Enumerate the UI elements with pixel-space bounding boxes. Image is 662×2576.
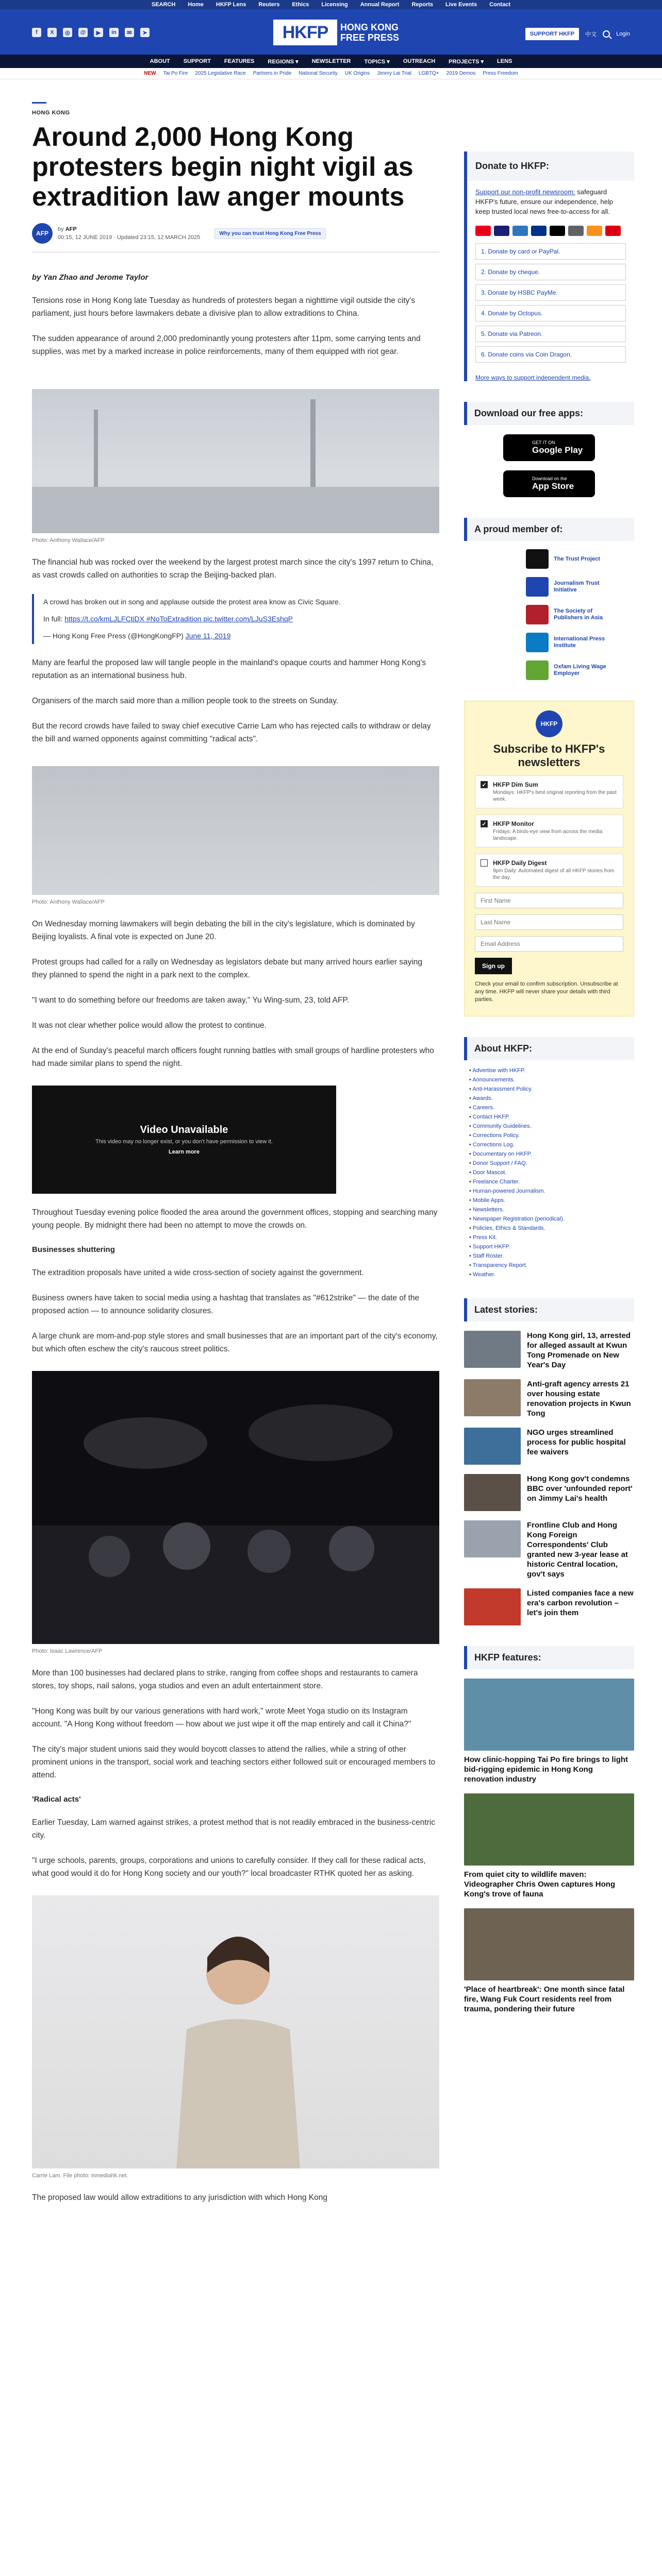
about-link[interactable]: • Weather.: [469, 1272, 634, 1278]
nav-support[interactable]: SUPPORT: [183, 58, 211, 64]
embedded-tweet: [32, 594, 439, 644]
about-link[interactable]: • Press Kit.: [469, 1234, 634, 1241]
photo-caption: Carrie Lam. File photo: inmediahk.net.: [32, 2173, 128, 2179]
paragraph: "I urge schools, parents, groups, corporations and unions to carefully consider. If they call for these radical acts, what good would it do for Hong Kong society and our youth?" local broadcaster RTHK quoted her as asking.: [32, 1856, 426, 1878]
about-link[interactable]: • Support HKFP.: [469, 1244, 634, 1250]
about-link[interactable]: • Policies, Ethics & Standards.: [469, 1225, 634, 1231]
sopa-icon: [526, 605, 549, 624]
tweet-link[interactable]: https://t.co/kmLJLFCtiDX #NoToExtradition pic.twitter.com/LJuS3EshqP: [64, 615, 293, 623]
paragraph: But the record crowds have failed to sway chief executive Carrie Lam who has rejected calls to withdraw or delay the bill and warned opponents against committing "radical acts".: [32, 722, 431, 743]
donate-box: [464, 151, 634, 381]
nav-newsletter[interactable]: NEWSLETTER: [311, 58, 351, 64]
latest-story[interactable]: NGO urges streamlined process for public hospital fee waivers: [464, 1428, 634, 1465]
donate-option[interactable]: 1. Donate by card or PayPal.: [475, 243, 626, 260]
logo-name: HONG KONG FREE PRESS: [340, 22, 400, 43]
bitcoin-icon: [587, 226, 602, 236]
paragraph: On Wednesday morning lawmakers will begin debating the bill in the city's legislature, which is dominated by Beijing loyalists. A final vote is expected on June 20.: [32, 920, 415, 941]
paragraph: The city's major student unions said they would boycott classes to attend the rallies, while a string of other prominent unions in the transport, social work and teaching sectors either followed suit or encouraged members to attend.: [32, 1745, 436, 1780]
brand-header: [0, 9, 662, 55]
newsletter-box: [464, 701, 634, 1016]
donate-option[interactable]: 4. Donate by Octopus.: [475, 305, 626, 321]
latest-story[interactable]: Frontline Club and Hong Kong Foreign Correspondents' Club granted new 3-year lease at historic Central location, gov't says: [464, 1520, 634, 1579]
protest-photo-2: [32, 766, 439, 895]
video-title: Video Unavailable: [140, 1124, 228, 1136]
paragraph: The sudden appearance of around 2,000 predominantly young protesters after 11pm, some carrying tents and supplies, was met by a marked increase in police reinforcements, many of them equipped with riot gear.: [32, 334, 421, 356]
paragraph: It was not clear whether police would allow the protest to continue.: [32, 1021, 267, 1030]
oxfam-icon: [526, 660, 549, 680]
jti-icon: [526, 577, 549, 597]
search-icon[interactable]: [603, 30, 610, 38]
paragraph: Throughout Tuesday evening police flooded the area around the government offices, stopping and searching many young people. By midnight there had been no attempt to move the crowds on.: [32, 1208, 438, 1230]
latest-story[interactable]: Hong Kong gov't condemns BBC over 'unfounded report' on Jimmy Lai's health: [464, 1474, 634, 1511]
about-link[interactable]: • Careers.: [469, 1105, 634, 1111]
checkbox-unchecked[interactable]: [481, 859, 488, 867]
video-embed[interactable]: [32, 1086, 336, 1194]
article: [32, 79, 439, 2204]
about-link[interactable]: • Documentary on HKFP.: [469, 1151, 634, 1157]
updated-date: Updated 23:15, 12 MARCH 2025: [117, 234, 201, 241]
newsletter-option[interactable]: ✓ HKFP Dim Sum Mondays: HKFP's best original reporting from the past week.: [475, 775, 623, 808]
byline-meta: by AFP 00:15, 12 JUNE 2019 · Updated 23:15, 12 MARCH 2025: [58, 226, 201, 241]
story-thumbnail: [464, 1331, 521, 1368]
paragraph: The proposed law would allow extraditions to any jurisdiction with which Hong Kong: [32, 2193, 327, 2202]
about-link[interactable]: • Newsletters.: [469, 1207, 634, 1213]
feature-image: [464, 1679, 634, 1751]
checkbox-checked[interactable]: ✓: [481, 820, 488, 827]
login-link[interactable]: Login: [616, 31, 630, 37]
language-link[interactable]: 中文: [585, 31, 597, 38]
member-sopa[interactable]: The Society of Publishers in Asia: [526, 605, 619, 624]
email-field[interactable]: [475, 936, 623, 952]
trending-item[interactable]: National Security: [299, 71, 338, 76]
member-ipi[interactable]: International Press Institute: [526, 633, 619, 652]
telegram-icon[interactable]: ➤: [140, 28, 150, 37]
about-link[interactable]: • Door Mascot.: [469, 1170, 634, 1176]
about-link[interactable]: • Staff Roster.: [469, 1253, 634, 1259]
donate-option[interactable]: 2. Donate by cheque.: [475, 264, 626, 280]
trust-badge[interactable]: Why you can trust Hong Kong Free Press: [214, 228, 325, 239]
author-name[interactable]: AFP: [65, 226, 77, 232]
author-avatar[interactable]: AFP: [32, 223, 53, 244]
trending-item[interactable]: 2019 Demos: [446, 71, 476, 76]
about-link[interactable]: • Anti-Harassment Policy.: [469, 1086, 634, 1092]
byline: [32, 223, 439, 244]
about-link[interactable]: • Community Guidelines.: [469, 1123, 634, 1129]
publish-date: 00:15, 12 JUNE 2019: [58, 234, 112, 241]
tweet-text: A crowd has broken out in song and applause outside the protest area know as Civic Square.: [43, 598, 341, 606]
paragraph: Business owners have taken to social media using a hashtag that translates as "#612strike" — the date of the proposed action — to announce solidarity closures.: [32, 1294, 420, 1315]
trending-item[interactable]: 2025 Legislative Race: [195, 71, 246, 76]
member-trust-project[interactable]: The Trust Project: [526, 549, 619, 569]
subheading: 'Radical acts': [32, 1795, 81, 1804]
donate-option[interactable]: 6. Donate coins via Coin Dragon.: [475, 346, 626, 363]
video-learn-more[interactable]: Learn more: [169, 1149, 200, 1155]
google-play-button[interactable]: GET IT ON Google Play: [503, 434, 595, 461]
util-annual-report[interactable]: Annual Report: [360, 2, 400, 8]
linkedin-icon[interactable]: in: [109, 28, 119, 37]
story-thumbnail: [464, 1379, 521, 1416]
trending-bar: [0, 68, 662, 79]
feature-story[interactable]: How clinic-hopping Tai Po fire brings to light bid-rigging epidemic in Hong Kong renovation industry: [464, 1679, 634, 1784]
facebook-icon[interactable]: f: [32, 28, 41, 37]
util-ethics[interactable]: Ethics: [292, 2, 309, 8]
newsletter-option[interactable]: ✓ HKFP Monitor Fridays: A birds-eye view from across the media landscape.: [475, 815, 623, 848]
paragraph: At the end of Sunday's peaceful march officers fought running battles with small groups of hardline protesters who had made similar plans to spend the night.: [32, 1046, 434, 1068]
logo-mark: HKFP: [273, 20, 337, 45]
donate-description: Support our non-profit newsroom: safeguard HKFP's future, ensure our independence, help keep trusted local news free-to-access for all.: [475, 188, 613, 215]
newsletter-option[interactable]: HKFP Daily Digest 9pm Daily: Automated digest of all HKFP stories from the day.: [475, 854, 623, 887]
social-links: [32, 28, 150, 37]
about-link[interactable]: • Freelance Charter.: [469, 1179, 634, 1185]
trending-item[interactable]: Jimmy Lai Trial: [377, 71, 411, 76]
authors-line: by Yan Zhao and Jerome Taylor: [32, 273, 148, 282]
util-lens[interactable]: HKFP Lens: [216, 2, 246, 8]
paragraph: Many are fearful the proposed law will tangle people in the mainland's opaque courts and hammer Hong Kong's reputation as an international business hub.: [32, 658, 426, 680]
about-link[interactable]: • Corrections Log.: [469, 1142, 634, 1148]
nav-features[interactable]: FEATURES: [224, 58, 255, 64]
carrie-lam-photo: [32, 1895, 439, 2168]
newsletter-fineprint: Check your email to confirm subscription. Unsubscribe at any time. HKFP will never share your details with third parties.: [475, 981, 618, 1003]
paragraph: Protest groups had called for a rally on Wednesday as legislators debate but many arrived hours earlier saying they planned to spend the night in a park next to the complex.: [32, 958, 423, 979]
payment-methods: [467, 223, 634, 239]
about-link[interactable]: • Transparency Report.: [469, 1262, 634, 1268]
subheading: Businesses shuttering: [32, 1245, 115, 1254]
util-reports[interactable]: Reports: [411, 2, 434, 8]
about-title: About HKFP:: [464, 1037, 634, 1060]
feature-image: [464, 1793, 634, 1866]
nav-projects[interactable]: PROJECTS ▾: [449, 58, 484, 65]
article-title: Around 2,000 Hong Kong protesters begin night vigil as extradition law anger mounts: [32, 122, 413, 212]
protest-photo-3: [32, 1371, 439, 1644]
night-crowd-illustration: [32, 1371, 439, 1644]
paypal-icon: [531, 226, 547, 236]
about-link[interactable]: • Donor Support / FAQ.: [469, 1160, 634, 1166]
trending-item[interactable]: UK Origins: [344, 71, 370, 76]
photo-caption: Photo: Isaac Lawrence/AFP: [32, 1648, 103, 1654]
sidebar: [464, 79, 634, 2014]
crowd-illustration: [32, 389, 439, 533]
threads-icon[interactable]: @: [78, 28, 88, 37]
main-nav: [0, 55, 662, 68]
about-link[interactable]: • Mobile Apps.: [469, 1197, 634, 1204]
video-message: This video may no longer exist, or you don't have permission to view it.: [95, 1139, 273, 1145]
donate-option[interactable]: 5. Donate via Patreon.: [475, 326, 626, 342]
about-link[interactable]: • Newspaper Registration (periodical).: [469, 1216, 634, 1222]
nav-about[interactable]: ABOUT: [150, 58, 170, 64]
member-title: A proud member of:: [464, 518, 634, 541]
tweet-date-link[interactable]: June 11, 2019: [185, 632, 231, 640]
about-link[interactable]: • Corrections Policy.: [469, 1132, 634, 1139]
photo-caption: Photo: Anthony Wallace/AFP: [32, 537, 105, 544]
paragraph: A large chunk are mom-and-pop style stores and small businesses that are an important part of the city's economy, but which often eschew the city's raucous street politics.: [32, 1332, 438, 1353]
section-rule: [32, 102, 46, 104]
trending-item[interactable]: LGBTQ+: [418, 71, 439, 76]
app-store-button[interactable]: Download on the App Store: [503, 470, 595, 497]
trust-project-icon: [526, 549, 549, 569]
paragraph: The extradition proposals have united a wide cross-section of society against the government.: [32, 1268, 364, 1277]
tweet-signature: — Hong Kong Free Press (@HongKongFP): [43, 632, 186, 640]
util-live-events[interactable]: Live Events: [445, 2, 477, 8]
paragraph: The financial hub was rocked over the weekend by the largest protest march since the city's 1997 return to China, as vast crowds called on authorities to scrap the Beijing-backed plan.: [32, 558, 434, 580]
about-link[interactable]: • Awards.: [469, 1095, 634, 1101]
donate-title: Donate to HKFP:: [467, 151, 634, 181]
util-contact[interactable]: Contact: [489, 2, 511, 8]
trending-item[interactable]: Press Freedom: [483, 71, 518, 76]
util-search[interactable]: SEARCH: [151, 2, 176, 8]
story-thumbnail: [464, 1588, 521, 1625]
section-label[interactable]: HONG KONG: [32, 110, 70, 116]
support-button[interactable]: SUPPORT HKFP: [525, 28, 579, 40]
latest-title: Latest stories:: [464, 1298, 634, 1321]
checkbox-checked[interactable]: ✓: [481, 781, 488, 788]
about-link[interactable]: • Announcements.: [469, 1077, 634, 1083]
visa-icon: [494, 226, 509, 236]
instagram-icon[interactable]: ◎: [63, 28, 72, 37]
about-list: [464, 1067, 634, 1278]
nav-outreach[interactable]: OUTREACH: [403, 58, 436, 64]
youtube-icon[interactable]: ▶: [94, 28, 103, 37]
header-actions: [525, 28, 630, 40]
tweet-full-label: In full:: [43, 615, 65, 623]
latest-story[interactable]: Listed companies face a new era's carbon revolution – let's join them: [464, 1588, 634, 1625]
latest-story[interactable]: Anti-graft agency arrests 21 over housing estate renovation projects in Kwun Tong: [464, 1379, 634, 1418]
ipi-icon: [526, 633, 549, 652]
site-logo[interactable]: [273, 20, 399, 45]
about-link[interactable]: • Advertise with HKFP.: [469, 1067, 634, 1074]
paragraph: More than 100 businesses had declared plans to strike, ranging from coffee shops and restaurants to camera stores, toy shops, nail salons, yoga studios and even an adult entertainment store.: [32, 1669, 418, 1690]
signup-button[interactable]: Sign up: [475, 958, 512, 974]
story-thumbnail: [464, 1474, 521, 1511]
trending-item[interactable]: Tai Po Fire: [163, 71, 188, 76]
donate-option[interactable]: 3. Donate by HSBC PayMe.: [475, 284, 626, 301]
paragraph: Organisers of the march said more than a million people took to the streets on Sunday.: [32, 697, 339, 705]
nav-topics[interactable]: TOPICS ▾: [364, 58, 390, 65]
nav-lens[interactable]: LENS: [497, 58, 512, 64]
features-title: HKFP features:: [464, 1646, 634, 1669]
payme-icon: [605, 226, 621, 236]
about-link[interactable]: • Contact HKFP.: [469, 1114, 634, 1120]
trending-item[interactable]: Partners in Pride: [253, 71, 292, 76]
nav-regions[interactable]: REGIONS ▾: [268, 58, 299, 65]
latest-story[interactable]: Hong Kong girl, 13, arrested for alleged assault at Kwun Tong Promenade on New Year's Day: [464, 1331, 634, 1370]
photo-caption: Photo: Anthony Wallace/AFP: [32, 899, 105, 905]
applepay-icon: [550, 226, 565, 236]
newsletter-title: Subscribe to HKFP's newsletters: [493, 742, 605, 769]
apps-title: Download our free apps:: [464, 402, 634, 425]
googlepay-icon: [568, 226, 584, 236]
first-name-field[interactable]: [475, 893, 623, 908]
feature-image: [464, 1908, 634, 1980]
feature-story[interactable]: 'Place of heartbreak': One month since fatal fire, Wang Fuk Court residents reel from trauma, pondering their future: [464, 1908, 634, 2014]
paragraph: Tensions rose in Hong Kong late Tuesday as hundreds of protesters began a nighttime vigil outside the city's parliament, just hours before lawmakers debate a divisive plan to allow extraditions to China.: [32, 296, 416, 318]
feature-story[interactable]: From quiet city to wildlife maven: Videographer Chris Owen captures Hong Kong's trove of fauna: [464, 1793, 634, 1899]
mastercard-icon: [475, 226, 491, 236]
protest-photo-1: [32, 389, 439, 533]
newsletter-logo: HKFP: [536, 710, 562, 737]
util-licensing[interactable]: Licensing: [321, 2, 348, 8]
paragraph: "Hong Kong was built by our various generations with hard work," wrote Meet Yoga studio on its Instagram account. "A Hong Kong without freedom — how about we just wipe it off the map entirely and call it China?": [32, 1707, 411, 1728]
trending-new-badge: NEW: [144, 71, 156, 76]
story-thumbnail: [464, 1520, 521, 1557]
utility-bar: [0, 0, 662, 9]
util-home[interactable]: Home: [188, 2, 204, 8]
donate-link[interactable]: Support our non-profit newsroom:: [475, 188, 575, 196]
story-thumbnail: [464, 1428, 521, 1465]
last-name-field[interactable]: [475, 914, 623, 930]
member-oxfam[interactable]: Oxfam Living Wage Employer: [526, 660, 619, 680]
paragraph: Earlier Tuesday, Lam warned against strikes, a protest method that is not readily embraced in the business-centric city.: [32, 1818, 435, 1840]
x-icon[interactable]: X: [47, 28, 57, 37]
amex-icon: [512, 226, 528, 236]
member-jti[interactable]: Journalism Trust Initiative: [526, 577, 619, 597]
util-reuters[interactable]: Reuters: [258, 2, 280, 8]
about-link[interactable]: • Human-powered Journalism.: [469, 1188, 634, 1194]
email-icon[interactable]: ✉: [125, 28, 134, 37]
paragraph: "I want to do something before our freedoms are taken away," Yu Wing-sum, 23, told AFP.: [32, 996, 349, 1005]
portrait-illustration: [32, 1895, 439, 2168]
more-ways-link[interactable]: More ways to support independent media.: [475, 374, 591, 381]
